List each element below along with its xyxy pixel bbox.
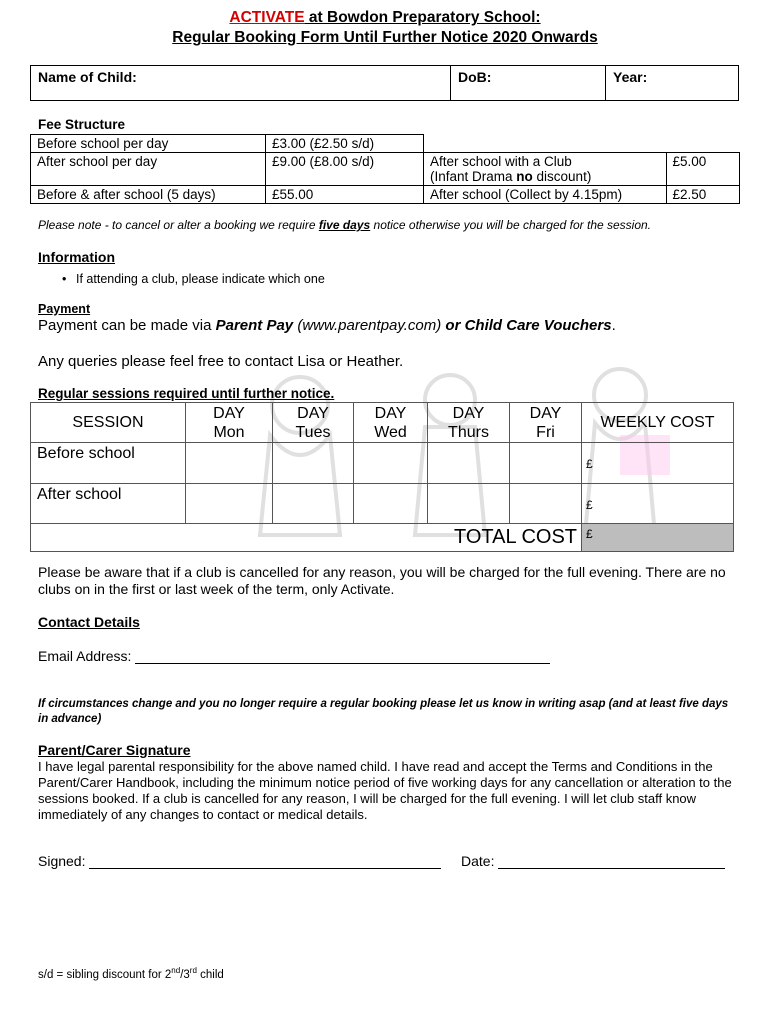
- fee-table: [30, 134, 740, 204]
- day-header-thurs: DAY Thurs: [428, 403, 510, 443]
- information-bullet: • If attending a club, please indicate which one: [76, 272, 325, 286]
- club-fee-price: £5.00: [666, 153, 740, 186]
- sessions-table: [30, 402, 734, 552]
- before-wed-cell[interactable]: [354, 443, 428, 484]
- payment-text: Payment can be made via Parent Pay (www.parentpay.com) or Child Care Vouchers.: [38, 317, 616, 334]
- name-label: Name of Child:: [38, 69, 137, 85]
- signed-row: [38, 853, 441, 869]
- year-field[interactable]: [606, 66, 739, 101]
- day-header-tues: DAY Tues: [273, 403, 354, 443]
- fee-price: £9.00 (£8.00 s/d): [266, 153, 424, 186]
- collect-fee-label: After school (Collect by 4.15pm): [424, 186, 667, 204]
- circumstances-note: If circumstances change and you no longer require a regular booking please let us know in writing asap (and at least five days in advance): [38, 698, 729, 725]
- total-cost-value[interactable]: £: [582, 524, 734, 552]
- before-school-label: Before school: [31, 443, 186, 484]
- after-fri-cell[interactable]: [510, 484, 582, 524]
- club-fee-label: After school with a Club (Infant Drama no discount): [424, 153, 667, 186]
- day-header-wed: DAY Wed: [354, 403, 428, 443]
- session-header: SESSION: [31, 403, 186, 443]
- day-header-mon: DAY Mon: [186, 403, 273, 443]
- after-mon-cell[interactable]: [186, 484, 273, 524]
- dob-field[interactable]: [451, 66, 606, 101]
- after-school-label: After school: [31, 484, 186, 524]
- queries-text: Any queries please feel free to contact Lisa or Heather.: [38, 353, 404, 370]
- after-wed-cell[interactable]: [354, 484, 428, 524]
- date-row: [461, 853, 725, 869]
- child-details-box: [30, 65, 739, 101]
- title-line-1: [0, 9, 770, 27]
- email-field[interactable]: [135, 648, 550, 664]
- fee-label: After school per day: [31, 153, 266, 186]
- signature-declaration: I have legal parental responsibility for the above named child. I have read and accept the Terms and Conditions in the Parent/Carer Handbook, including the minimum notice period of five working days for any cancellation or alteration to the sessions booked. If a club is cancelled for any reason, I will be charged for the full evening. I will let club staff know immediately of any changes to contact or medical details.: [38, 759, 732, 822]
- club-cancellation-notice: Please be aware that if a club is cancelled for any reason, you will be charged for the full evening. There are no clubs on in the first or last week of the term, only Activate.: [38, 564, 726, 597]
- total-cost-label: TOTAL COST: [31, 524, 582, 552]
- weekly-cost-header: WEEKLY COST: [582, 403, 734, 443]
- date-label: Date:: [461, 853, 499, 869]
- after-weekly-cost[interactable]: £: [582, 484, 734, 524]
- fee-structure-heading: Fee Structure: [38, 117, 126, 132]
- activate-brand: ACTIVATE: [229, 9, 305, 26]
- dob-label: DoB:: [458, 69, 492, 85]
- fee-label: Before & after school (5 days): [31, 186, 266, 204]
- collect-fee-price: £2.50: [666, 186, 740, 204]
- fee-price: £3.00 (£2.50 s/d): [266, 135, 424, 153]
- title-school: at Bowdon Preparatory School:: [304, 9, 541, 26]
- footnote: s/d = sibling discount for 2nd/3rd child: [38, 966, 224, 981]
- information-heading: Information: [38, 249, 115, 265]
- sessions-heading: Regular sessions required until further notice.: [38, 386, 335, 401]
- contact-heading: Contact Details: [38, 614, 140, 630]
- signed-label: Signed:: [38, 853, 90, 869]
- year-label: Year:: [613, 69, 648, 85]
- fee-price: £55.00: [266, 186, 424, 204]
- email-row: [38, 648, 550, 664]
- cancellation-note: Please note - to cancel or alter a booking we require five days notice otherwise you will be charged for the session.: [38, 218, 652, 232]
- after-thurs-cell[interactable]: [428, 484, 510, 524]
- before-fri-cell[interactable]: [510, 443, 582, 484]
- date-field[interactable]: [498, 853, 725, 869]
- name-of-child-field[interactable]: [31, 66, 451, 101]
- email-label: Email Address:: [38, 648, 136, 664]
- signature-heading: Parent/Carer Signature: [38, 742, 191, 758]
- before-mon-cell[interactable]: [186, 443, 273, 484]
- day-header-fri: DAY Fri: [510, 403, 582, 443]
- before-weekly-cost[interactable]: £: [582, 443, 734, 484]
- fee-label: Before school per day: [31, 135, 266, 153]
- payment-heading: Payment: [38, 302, 91, 316]
- before-thurs-cell[interactable]: [428, 443, 510, 484]
- after-tues-cell[interactable]: [273, 484, 354, 524]
- signed-field[interactable]: [89, 853, 441, 869]
- title-line-2: Regular Booking Form Until Further Notice 2020 Onwards: [172, 29, 598, 46]
- before-tues-cell[interactable]: [273, 443, 354, 484]
